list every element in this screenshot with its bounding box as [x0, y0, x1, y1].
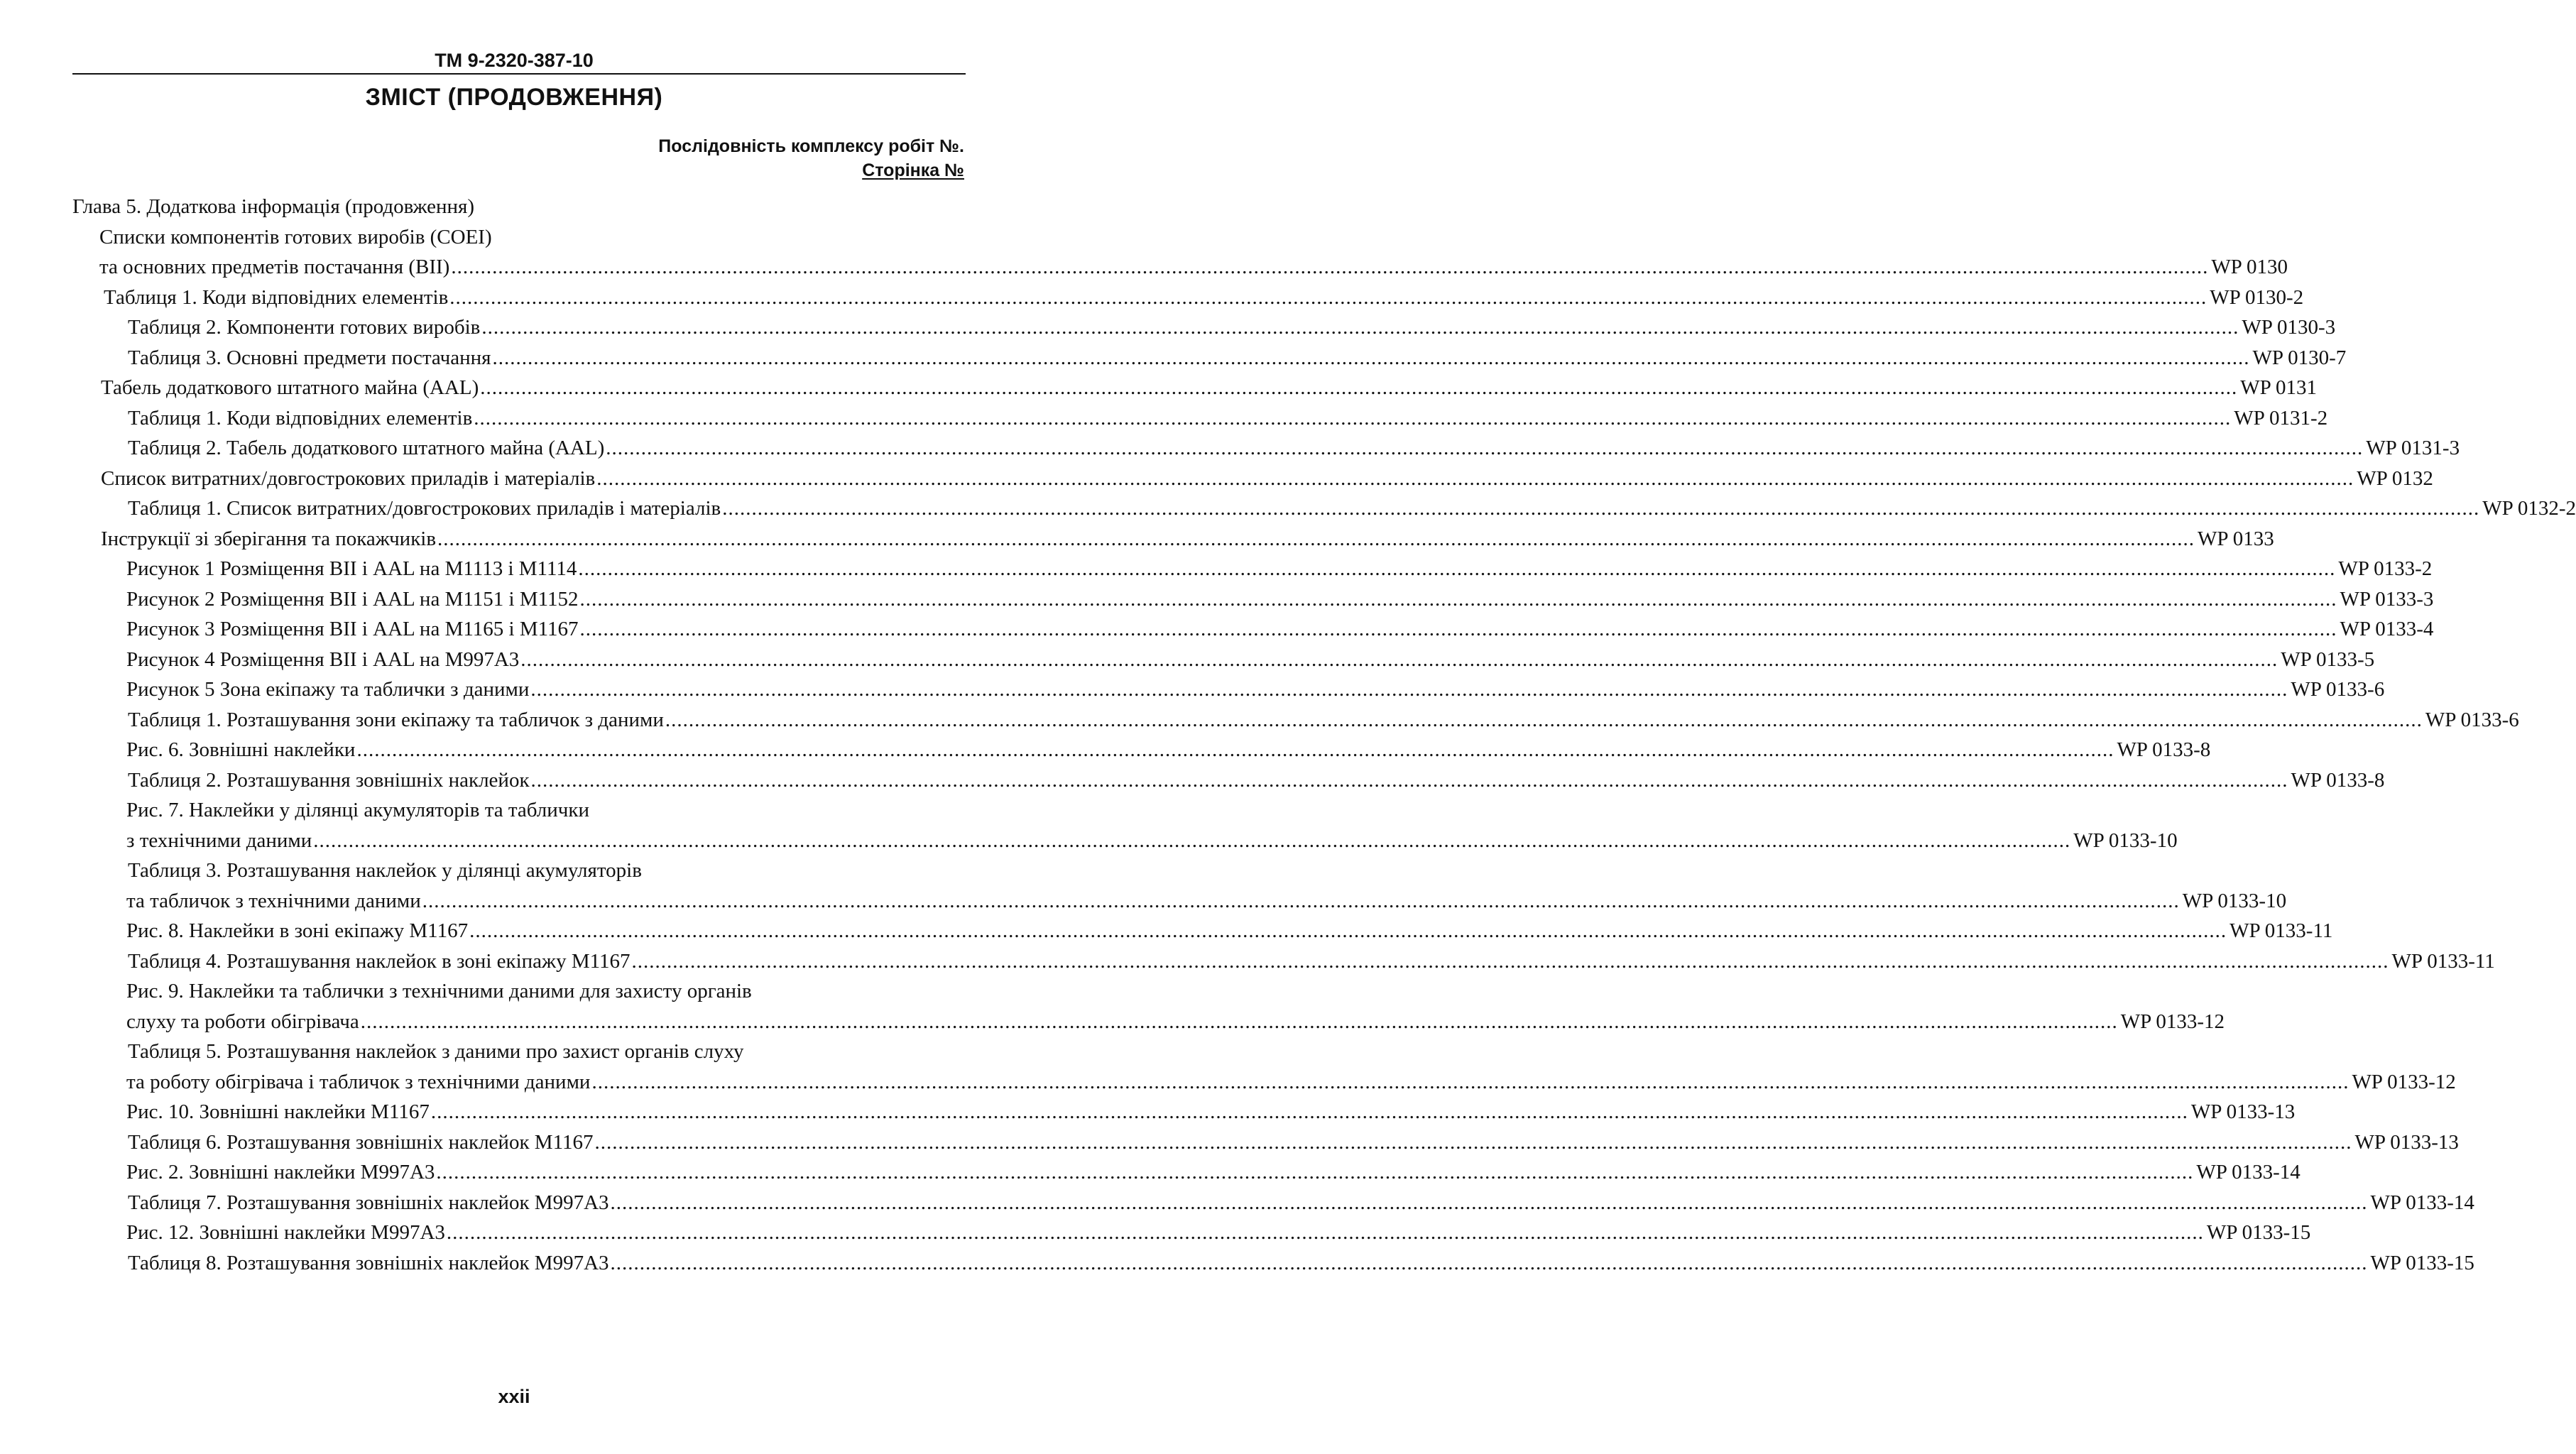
toc-entry-page: WP 0130 [2211, 256, 2288, 278]
toc-dot-leader: ............................................................................................................................................................................................................................................................................................................ [610, 1251, 2368, 1274]
toc-entry [126, 886, 2287, 916]
toc-entry-title: Таблиця 1. Список витратних/довгострокових приладів і матеріалів [128, 497, 721, 520]
toc-entry-title: Таблиця 2. Розташування зовнішніх наклейок [128, 768, 530, 792]
toc-entry-title: та основних предметів постачання (BII) [99, 256, 450, 278]
toc-entry [126, 614, 2434, 644]
toc-entry [128, 765, 2385, 795]
toc-dot-leader: ............................................................................................................................................................................................................................................................................................................ [530, 768, 2288, 792]
toc-entry [126, 554, 2433, 584]
toc-entry-page: WP 0133-6 [2291, 678, 2385, 701]
toc-entry [101, 373, 2317, 403]
toc-dot-leader: ............................................................................................................................................................................................................................................................................................................ [436, 1161, 2194, 1184]
toc-entry [126, 916, 2333, 946]
toc-entry-title: Таблиця 7. Розташування зовнішніх наклейок M997A3 [128, 1191, 609, 1214]
toc-dot-leader: ............................................................................................................................................................................................................................................................................................................ [610, 1191, 2368, 1214]
toc-entry-title: та роботу обігрівача і табличок з технічними даними [126, 1070, 591, 1093]
toc-entry [126, 795, 589, 825]
toc-entry-page: WP 0132 [2357, 466, 2433, 490]
toc-entry [128, 1188, 2474, 1218]
toc-entry-page: WP 0131-2 [2234, 406, 2328, 430]
toc-entry-title: Таблиця 5. Розташування наклейок з даними про захист органів слуху [128, 1040, 744, 1063]
toc-entry [99, 252, 2288, 282]
toc-dot-leader: ............................................................................................................................................................................................................................................................................................................ [446, 1221, 2204, 1244]
toc-dot-leader: ............................................................................................................................................................................................................................................................................................................ [422, 889, 2180, 912]
toc-entry-title: Рис. 7. Наклейки у ділянці акумуляторів та таблички [126, 799, 589, 821]
toc-entry [72, 192, 474, 222]
toc-entry-title: Таблиця 3. Основні предмети постачання [128, 346, 491, 369]
toc-dot-leader: ............................................................................................................................................................................................................................................................................................................ [474, 406, 2232, 430]
toc-entry [126, 1097, 2296, 1127]
toc-dot-leader: ............................................................................................................................................................................................................................................................................................................ [481, 316, 2239, 339]
column-heading-work-package: Послідовність комплексу робіт №. [658, 136, 964, 156]
toc-entry-title: Таблиця 2. Компоненти готових виробів [128, 316, 481, 339]
toc-entry-title: Таблиця 6. Розташування зовнішніх наклейок M1167 [128, 1130, 594, 1154]
toc-entry [128, 1248, 2474, 1278]
toc-entry-page: WP 0131-3 [2366, 437, 2460, 459]
toc-dot-leader: ............................................................................................................................................................................................................................................................................................................ [665, 708, 2423, 731]
toc-entry [101, 524, 2274, 554]
toc-dot-leader: ............................................................................................................................................................................................................................................................................................................ [449, 285, 2207, 309]
toc-entry-page: WP 0132-2 [2482, 497, 2576, 520]
toc-entry-page: WP 0130-2 [2210, 285, 2304, 309]
toc-entry [126, 1067, 2456, 1097]
toc-entry-page: WP 0133-14 [2196, 1161, 2301, 1184]
toc-entry [126, 976, 752, 1006]
toc-entry-title: Таблиця 1. Коди відповідних елементів [128, 406, 473, 430]
toc-entry-page: WP 0133-12 [2120, 1010, 2225, 1033]
toc-entry-title: Рис. 8. Наклейки в зоні екіпажу M1167 [126, 919, 469, 942]
column-heading-page: Сторінка № [862, 160, 964, 180]
toc-dot-leader: ............................................................................................................................................................................................................................................................................................................ [469, 919, 2227, 942]
toc-entry [126, 1218, 2311, 1247]
toc-entry-page: WP 0133-12 [2352, 1070, 2456, 1093]
toc-dot-leader: ............................................................................................................................................................................................................................................................................................................ [356, 738, 2114, 761]
toc-dot-leader: ............................................................................................................................................................................................................................................................................................................ [591, 1070, 2349, 1093]
toc-entry [128, 946, 2495, 976]
toc-entry-page: WP 0133-2 [2338, 557, 2433, 580]
toc-entry [128, 343, 2347, 373]
toc-dot-leader: ............................................................................................................................................................................................................................................................................................................ [430, 1100, 2188, 1123]
toc-dot-leader: ............................................................................................................................................................................................................................................................................................................ [530, 678, 2288, 701]
toc-dot-leader: ............................................................................................................................................................................................................................................................................................................ [360, 1010, 2118, 1033]
toc-dot-leader: ............................................................................................................................................................................................................................................................................................................ [579, 618, 2337, 640]
toc-entry-page: WP 0130-3 [2242, 316, 2336, 339]
toc-entry [128, 312, 2336, 342]
toc-entry [126, 1007, 2225, 1037]
toc-entry-title: Таблиця 8. Розташування зовнішніх наклейок M997A3 [128, 1251, 609, 1274]
toc-entry-page: WP 0133-13 [2190, 1100, 2296, 1123]
toc-dot-leader: ............................................................................................................................................................................................................................................................................................................ [437, 527, 2195, 550]
toc-entry-title: Глава 5. Додаткова інформація (продовження) [72, 195, 475, 218]
toc-entry-title: Рис. 10. Зовнішні наклейки M1167 [126, 1100, 430, 1123]
toc-entry-title: Таблиця 3. Розташування наклейок у ділянці акумуляторів [128, 859, 642, 882]
toc-entry [126, 674, 2385, 704]
toc-entry-title: Рисунок 5 Зона екіпажу та таблички з даними [126, 678, 530, 701]
toc-entry-page: WP 0133-11 [2391, 949, 2495, 973]
toc-entry [126, 645, 2375, 674]
toc-entry [104, 283, 2304, 312]
document-id: TM 9-2320-387-10 [435, 50, 594, 71]
toc-entry-title: Рисунок 4 Розміщення BII і AAL на M997A3 [126, 647, 520, 671]
toc-entry-title: Рис. 9. Наклейки та таблички з технічними даними для захисту органів [126, 980, 752, 1002]
toc-entry [128, 1127, 2459, 1157]
toc-entry-page: WP 0133-15 [2370, 1251, 2474, 1274]
toc-dot-leader: ............................................................................................................................................................................................................................................................................................................ [596, 466, 2354, 490]
toc-entry-title: Таблиця 1. Коди відповідних елементів [104, 285, 449, 309]
toc-entry-title: Списки компонентів готових виробів (COEI) [99, 225, 492, 248]
toc-dot-leader: ............................................................................................................................................................................................................................................................................................................ [451, 256, 2209, 278]
toc-entry-title: Таблиця 4. Розташування наклейок в зоні екіпажу M1167 [128, 949, 631, 973]
toc-entry [126, 826, 2178, 856]
toc-entry [126, 735, 2211, 765]
toc-dot-leader: ............................................................................................................................................................................................................................................................................................................ [579, 587, 2337, 611]
toc-entry-page: WP 0133-8 [2117, 738, 2211, 761]
toc-dot-leader: ............................................................................................................................................................................................................................................................................................................ [578, 557, 2336, 580]
toc-entry-page: WP 0133-10 [2182, 889, 2287, 912]
page-title: ЗМІСТ (ПРОДОВЖЕННЯ) [365, 84, 663, 111]
toc-entry-page: WP 0133-13 [2354, 1130, 2459, 1154]
toc-entry-title: Список витратних/довгострокових приладів і матеріалів [101, 466, 596, 490]
toc-entry-page: WP 0133-5 [2281, 647, 2375, 671]
toc-entry-title: Таблиця 2. Табель додаткового штатного майна (AAL) [128, 437, 605, 459]
toc-entry-title: та табличок з технічними даними [126, 889, 421, 912]
toc-entry-title: Рис. 12. Зовнішні наклейки M997A3 [126, 1221, 445, 1244]
toc-entry [128, 433, 2460, 463]
toc-entry-page: WP 0133-10 [2073, 829, 2178, 852]
toc-dot-leader: ............................................................................................................................................................................................................................................................................................................ [492, 346, 2250, 369]
toc-dot-leader: ............................................................................................................................................................................................................................................................................................................ [313, 829, 2071, 852]
toc-entry-page: WP 0133-8 [2291, 768, 2385, 792]
toc-entry [101, 464, 2433, 493]
toc-entry-title: Таблиця 1. Розташування зони екіпажу та табличок з даними [128, 708, 664, 731]
toc-entry [128, 856, 642, 885]
toc-entry-page: WP 0133-6 [2425, 708, 2519, 731]
toc-entry-title: слуху та роботи обігрівача [126, 1010, 359, 1033]
toc-entry-title: Інструкції зі зберігання та покажчиків [101, 527, 437, 550]
toc-entry [126, 584, 2434, 614]
toc-entry-title: Рисунок 3 Розміщення BII і AAL на M1165 і M1167 [126, 618, 579, 640]
toc-dot-leader: ............................................................................................................................................................................................................................................................................................................ [520, 647, 2278, 671]
toc-entry-page: WP 0133-11 [2230, 919, 2333, 942]
toc-entry-title: Рис. 2. Зовнішні наклейки M997A3 [126, 1161, 435, 1184]
toc-entry-page: WP 0131 [2240, 376, 2317, 399]
toc-dot-leader: ............................................................................................................................................................................................................................................................................................................ [606, 437, 2364, 459]
toc-entry [126, 1157, 2301, 1187]
toc-dot-leader: ............................................................................................................................................................................................................................................................................................................ [722, 497, 2480, 520]
toc-entry-page: WP 0130-7 [2252, 346, 2347, 369]
toc-entry-title: Табель додаткового штатного майна (AAL) [101, 376, 479, 399]
toc-entry [128, 493, 2576, 523]
toc-entry-page: WP 0133-15 [2206, 1221, 2311, 1244]
toc-entry-page: WP 0133 [2198, 527, 2274, 550]
toc-dot-leader: ............................................................................................................................................................................................................................................................................................................ [480, 376, 2238, 399]
toc-entry [128, 1037, 744, 1066]
toc-entry-title: Рис. 6. Зовнішні наклейки [126, 738, 356, 761]
toc-entry-page: WP 0133-4 [2340, 618, 2434, 640]
toc-entry [128, 403, 2328, 433]
toc-entry [128, 705, 2519, 735]
toc-entry-page: WP 0133-14 [2370, 1191, 2474, 1214]
toc-entry-title: Рисунок 2 Розміщення BII і AAL на M1151 і M1152 [126, 587, 579, 611]
toc-entry-title: з технічними даними [126, 829, 312, 852]
toc-dot-leader: ............................................................................................................................................................................................................................................................................................................ [594, 1130, 2352, 1154]
toc-dot-leader: ............................................................................................................................................................................................................................................................................................................ [631, 949, 2389, 973]
header-rule [72, 73, 966, 75]
toc-entry-page: WP 0133-3 [2340, 587, 2434, 611]
page-number: xxii [498, 1386, 530, 1407]
toc-entry-title: Рисунок 1 Розміщення BII і AAL на M1113 і M1114 [126, 557, 577, 580]
toc-entry [99, 222, 492, 252]
